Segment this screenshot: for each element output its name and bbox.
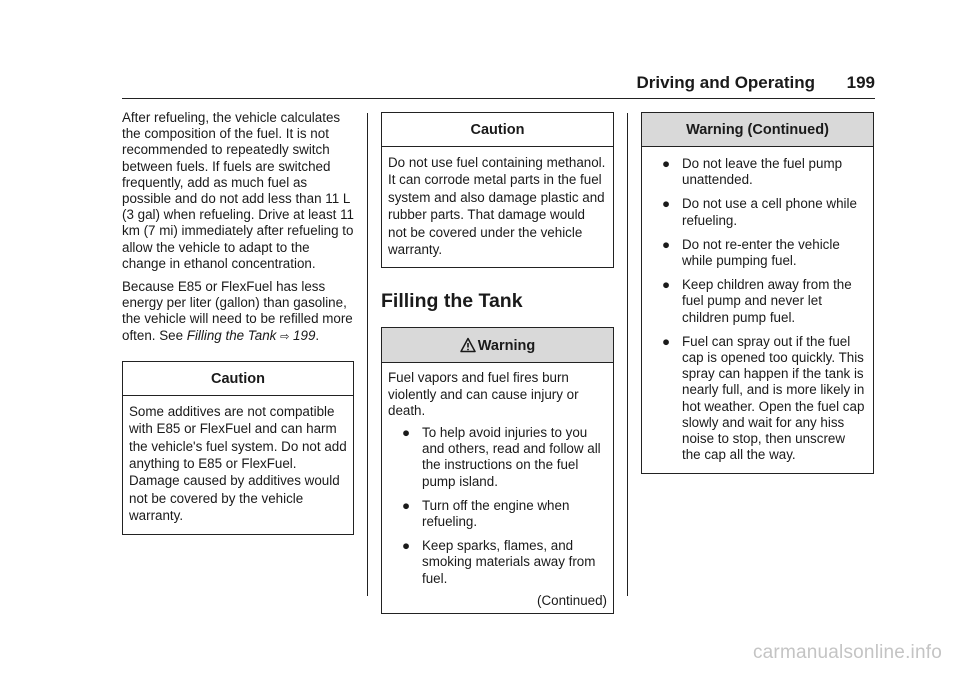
caution-box-text: Do not use fuel containing methanol. It can corrode metal parts in the fuel system and also damage plastic and rubber parts. That damage would not be covered under the vehicle warranty. [388, 155, 606, 258]
warning-continued-body [642, 147, 873, 473]
list-item: ● Do not use a cell phone while refueling. [662, 196, 857, 228]
warning-continued-title: Warning (Continued) [642, 113, 873, 147]
warning-box-body [382, 363, 613, 612]
section-header-title: Driving and Operating [636, 73, 815, 92]
column-divider-right [627, 113, 628, 596]
energy-paragraph-text: Because E85 or FlexFuel has less energy per liter (gallon) than gasoline, the vehicle will need to be refilled more often. See [122, 279, 353, 343]
list-item: ● Fuel can spray out if the fuel cap is opened too quickly. This spray can happen if the tank is nearly full, and is more likely in hot weather. Open the fuel cap slowly and wait for any hiss noise to stop, then unscrew the cap all the way. [662, 333, 865, 463]
bullet-icon: ● [662, 236, 671, 252]
list-item: ● Turn off the engine when refueling. [402, 497, 570, 530]
bullet-icon: ● [662, 277, 671, 293]
caution-box-text: Some additives are not compatible with E85 or FlexFuel and can harm the vehicle's fuel system. Do not add anything to E85 or FlexFuel. Damage caused by additives would not be covered by the vehicle warranty. [129, 403, 347, 524]
caution-box-title: Caution [123, 362, 353, 396]
bullet-icon: ● [662, 333, 671, 349]
list-item: ● Do not re-enter the vehicle while pumping fuel. [662, 236, 840, 269]
list-item: ● Do not leave the fuel pump unattended. [662, 156, 843, 188]
column-3 [641, 112, 874, 474]
page-header [122, 68, 875, 99]
filling-tank-link[interactable]: Filling the Tank [186, 327, 277, 343]
warning-box [381, 327, 614, 613]
warning-continued-box [641, 112, 874, 474]
list-item: ● Keep children away from the fuel pump and never let children pump fuel. [662, 277, 852, 325]
bullet-icon: ● [662, 156, 671, 171]
energy-paragraph-end: . [315, 327, 320, 343]
caution-box-title: Caution [382, 113, 613, 147]
watermark: carmanualsonline.info [752, 642, 942, 663]
warning-title-text: Warning [477, 338, 536, 355]
warning-intro: Fuel vapors and fuel fires burn violently and can cause injury or death. [388, 370, 579, 418]
warning-triangle-icon [460, 337, 476, 353]
refueling-paragraph: After refueling, the vehicle calculates the composition of the fuel. It is not recommended to repeatedly switch between fuels. If fuels are switched frequently, add as much fuel as possible and do not add less than 11 L (3 gal) when refueling. Drive at least 11 km (7 mi) immediately after refueling to allow the vehicle to adapt to the change in ethanol concentration. [122, 110, 354, 271]
bullet-icon: ● [662, 196, 671, 212]
column-2 [381, 112, 614, 614]
column-divider-left [367, 113, 368, 596]
caution-box-methanol [381, 112, 614, 268]
bullet-icon: ● [402, 497, 411, 513]
caution-box-additives [122, 361, 354, 535]
page-ref-number[interactable]: 199 [293, 327, 316, 343]
column-1 [122, 110, 354, 535]
warning-continued-bullets [648, 156, 867, 463]
warning-bullets [388, 425, 607, 587]
caution-box-body [123, 396, 353, 534]
list-item: ● To help avoid injuries to you and others, read and follow all the instructions on the fuel pump island. [402, 425, 601, 489]
bullet-icon: ● [402, 425, 411, 441]
caution-box-body [382, 147, 613, 267]
section-title: Filling the Tank [381, 290, 523, 313]
page-number: 199 [846, 73, 875, 92]
energy-paragraph [122, 279, 354, 345]
bullet-icon: ● [402, 538, 411, 554]
list-item: ● Keep sparks, flames, and smoking materials away from fuel. [402, 538, 596, 586]
warning-box-title [382, 328, 613, 363]
page-ref-icon: ⇨ [280, 330, 290, 343]
continued-label: (Continued) [537, 592, 607, 608]
